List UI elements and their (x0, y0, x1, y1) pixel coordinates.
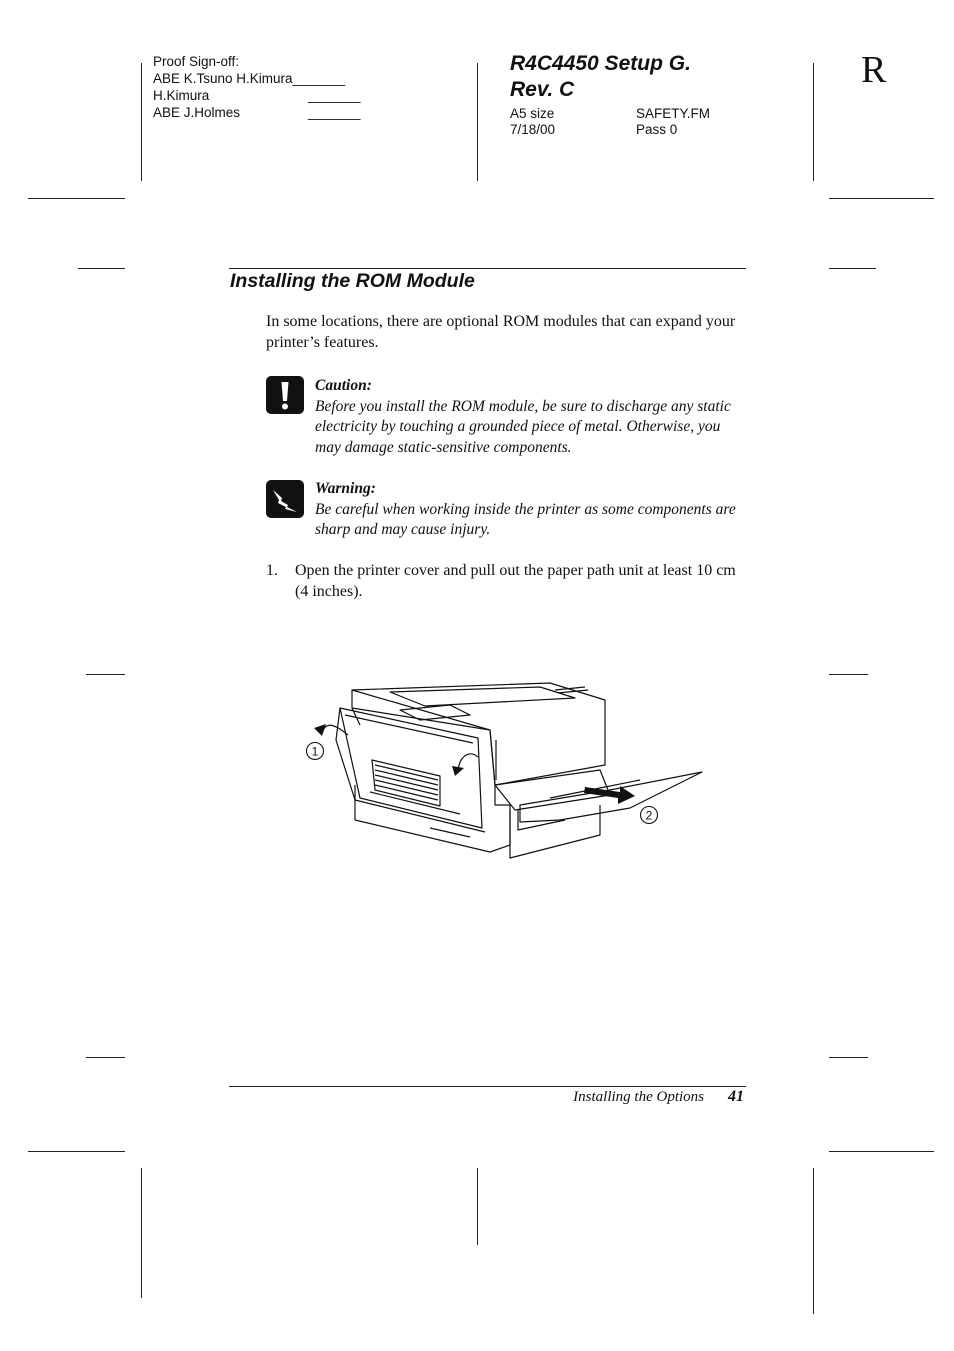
file-name: SAFETY.FM (636, 106, 711, 121)
crop-mark (141, 63, 142, 181)
crop-mark (813, 63, 814, 181)
crop-mark (829, 1151, 934, 1152)
title-line: R4C4450 Setup G. (510, 52, 691, 75)
crop-mark (829, 268, 876, 269)
crop-mark (477, 1168, 478, 1245)
corner-letter: R (861, 49, 887, 91)
callout-2: 2 (645, 808, 653, 823)
meta-row (510, 122, 678, 138)
caution-text: Before you install the ROM module, be sure to discharge any static electricity by touching a grounded piece of metal. Otherwise, you may damage static-sensitive components. (315, 397, 731, 456)
warning-icon (266, 480, 304, 518)
crop-mark (813, 1168, 814, 1314)
footer-rule (229, 1086, 746, 1087)
step-text: Open the printer cover and pull out the paper path unit at least 10 cm (4 inches). (295, 562, 736, 600)
section-title: Installing the ROM Module (230, 270, 475, 292)
warning-block (315, 479, 750, 541)
section-rule (229, 268, 746, 269)
document-title (510, 51, 770, 103)
document-meta (510, 106, 711, 138)
paper-size: A5 size (510, 106, 555, 121)
crop-mark (829, 1057, 868, 1058)
warning-text: Be careful when working inside the printer as some components are sharp and may cause injury. (315, 500, 736, 538)
crop-mark (86, 674, 125, 675)
intro-paragraph: In some locations, there are optional ROM modules that can expand your printer’s features. (266, 313, 736, 351)
crop-mark (141, 1168, 142, 1298)
proof-name: ABE J.Holmes (153, 105, 241, 120)
proof-signoff (153, 53, 361, 121)
crop-mark (28, 1151, 125, 1152)
warning-heading: Warning: (315, 480, 376, 497)
proof-line: ABE K.Tsuno H.Kimura_______ (153, 71, 346, 86)
crop-mark (86, 1057, 125, 1058)
proof-line (153, 87, 361, 104)
crop-mark (829, 198, 934, 199)
proof-name: H.Kimura (153, 88, 210, 103)
callout-1: 1 (311, 744, 319, 759)
pass-number: Pass 0 (636, 122, 678, 137)
doc-date: 7/18/00 (510, 122, 556, 137)
title-line: Rev. C (510, 78, 575, 101)
page-number: 41 (728, 1088, 744, 1105)
crop-mark (829, 674, 868, 675)
proof-line (153, 104, 361, 121)
crop-mark (477, 63, 478, 181)
proof-blank: _______ (308, 88, 361, 103)
crop-mark (28, 198, 125, 199)
printer-illustration (300, 680, 710, 860)
proof-blank: _______ (308, 105, 361, 120)
caution-icon (266, 376, 304, 414)
caution-block (315, 376, 750, 458)
footer-section: Installing the Options (573, 1089, 704, 1105)
caution-heading: Caution: (315, 377, 372, 394)
crop-mark (78, 268, 125, 269)
step-number: 1. (266, 562, 278, 579)
meta-row (510, 106, 711, 122)
proof-line: Proof Sign-off: (153, 54, 240, 69)
